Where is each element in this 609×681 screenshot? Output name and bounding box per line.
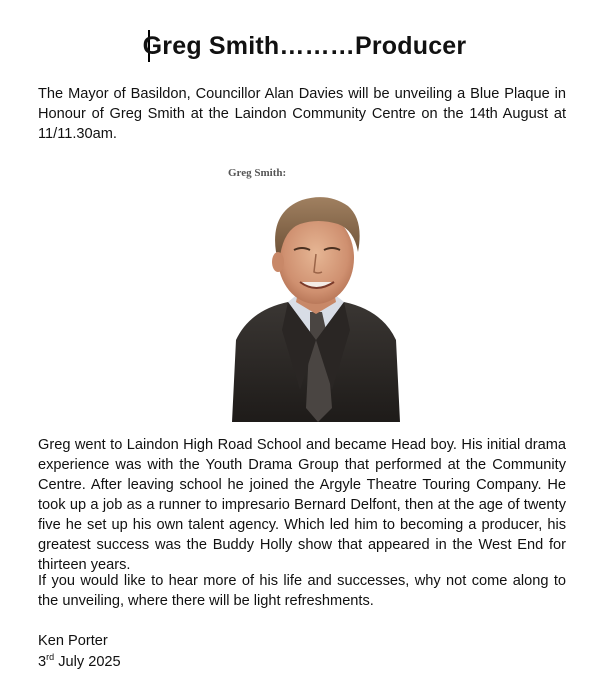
- biography-paragraph: Greg went to Laindon High Road School and became Head boy. His initial drama experience was with the Youth Drama Group that performed at the Community Centre. After leaving school he joined the Argyle Theatre Touring Company. He took up a job as a runner to impresario Bernard Delfont, then at the age of twenty five he set up his own talent agency. Which led him to becoming a producer, his greatest success was the Buddy Holly show that appeared in the West End for thirteen years.: [38, 437, 566, 573]
- date-month-year: July 2025: [54, 654, 121, 670]
- date-day: 3: [38, 654, 47, 670]
- signature-name: Ken Porter: [38, 633, 108, 649]
- intro-paragraph: The Mayor of Basildon, Councillor Alan Davies will be unveiling a Blue Plaque in Honour of Greg Smith at the Laindon Community Centre on the 14th August at 11/11.30am.: [38, 86, 566, 142]
- page-title: Greg Smith………Producer: [142, 32, 467, 60]
- signature-date: [38, 652, 121, 672]
- portrait-photo: [230, 190, 402, 422]
- invitation-paragraph: If you would like to hear more of his life and successes, why not come along to the unveiling, where there will be light refreshments.: [38, 573, 566, 609]
- date-suffix: rd: [46, 652, 55, 662]
- photo-caption: Greg Smith:: [228, 167, 287, 179]
